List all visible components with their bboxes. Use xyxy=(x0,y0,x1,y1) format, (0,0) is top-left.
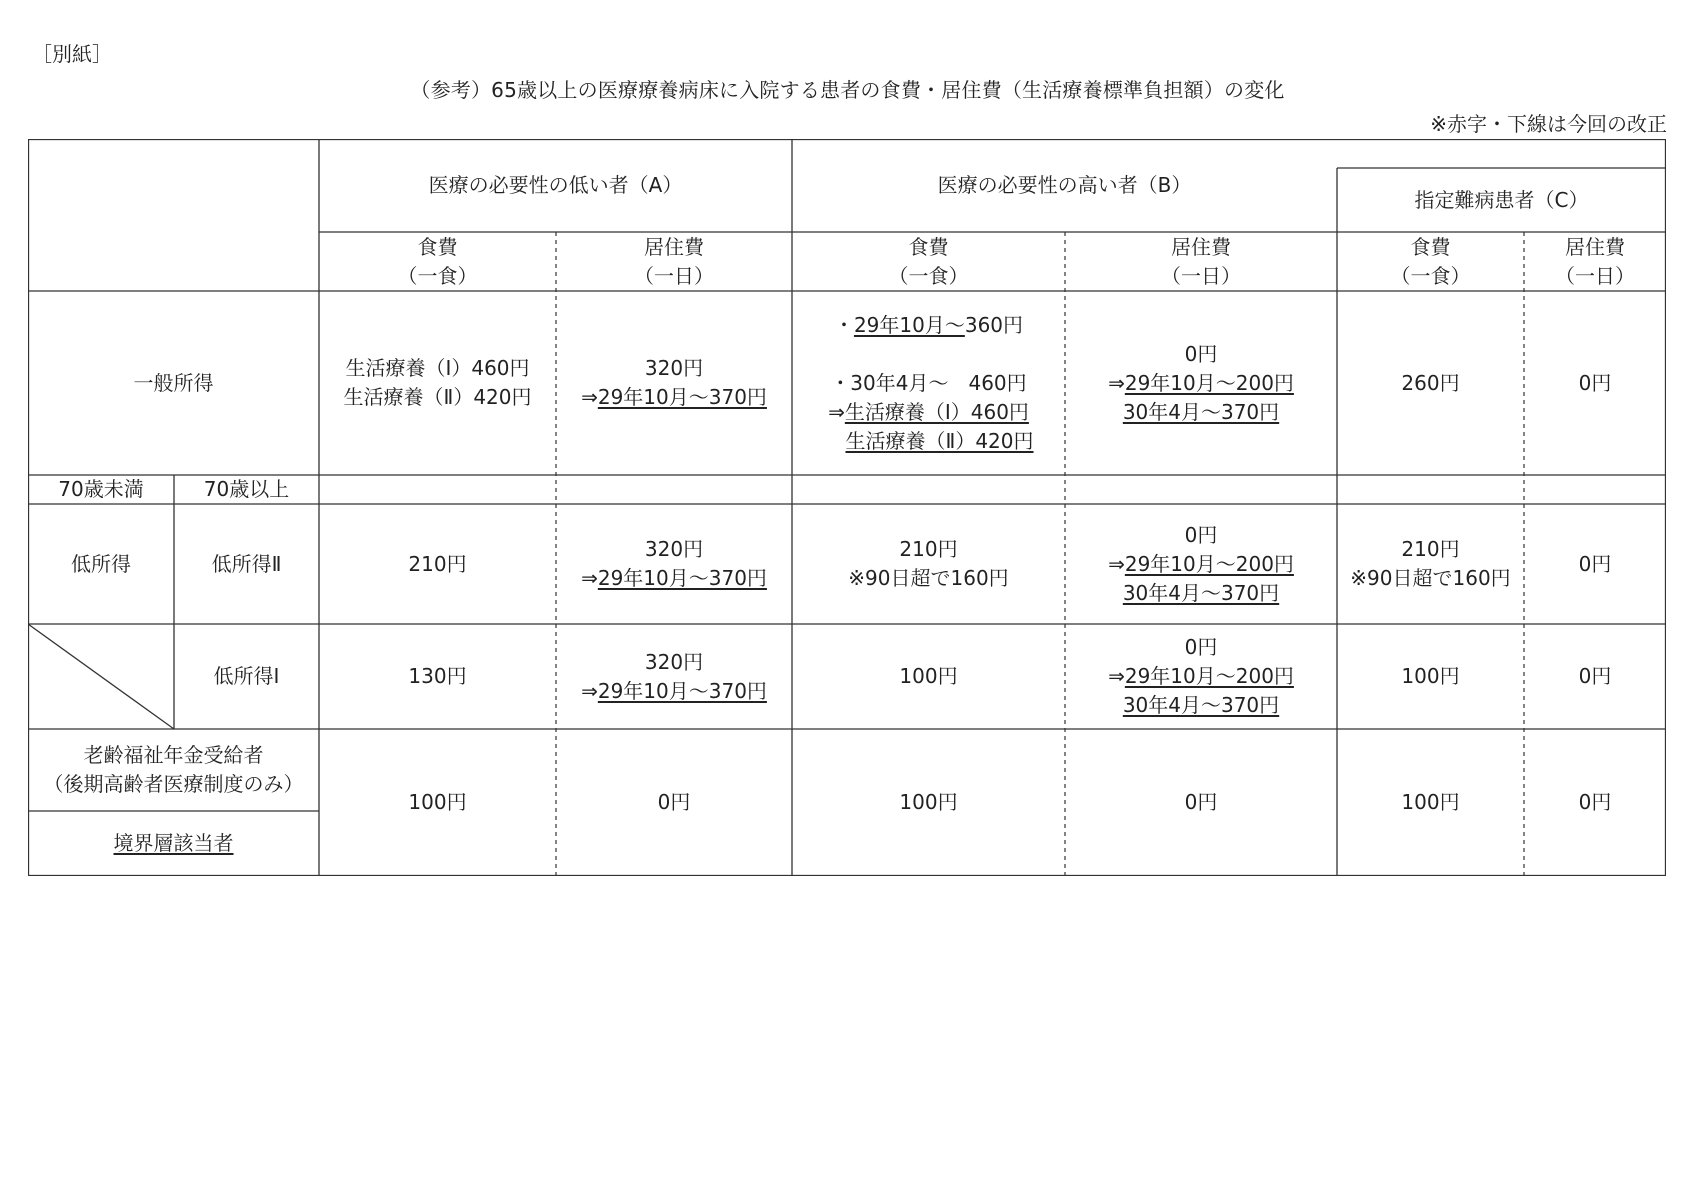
pension-b-housing: 0円 xyxy=(1184,790,1218,814)
low2-a-food: 210円 xyxy=(408,551,467,576)
pension-a-food: 100円 xyxy=(408,790,467,814)
row-label-boundary: 境界層該当者 xyxy=(113,831,234,855)
general-a-food: 生活療養（Ⅰ）460円 生活療養（Ⅱ）420円 xyxy=(343,356,532,409)
header-a-housing: 居住費 （一日） xyxy=(634,234,714,288)
attachment-label: ［別紙］ xyxy=(32,42,112,66)
low1-c-housing: 0円 xyxy=(1578,664,1612,688)
low2-b-housing: 0円 ⇒29年10月～200円 30年4月～370円 xyxy=(1108,522,1294,605)
low1-b-housing: 0円 ⇒29年10月～200円 30年4月～370円 xyxy=(1108,635,1294,717)
low1-b-food: 100円 xyxy=(899,664,958,688)
general-a-housing: 320円 ⇒29年10月～370円 xyxy=(581,356,767,409)
pension-a-housing: 0円 xyxy=(657,790,691,814)
general-c-food: 260円 xyxy=(1401,370,1460,395)
header-group-c: 指定難病患者（C） xyxy=(1414,187,1589,212)
low1-c-food: 100円 xyxy=(1401,664,1460,688)
cost-table xyxy=(28,139,1666,876)
low2-c-food: 210円 ※90日超で160円 xyxy=(1350,537,1511,590)
header-group-b: 医療の必要性の高い者（B） xyxy=(937,173,1192,197)
low2-c-housing: 0円 xyxy=(1578,551,1612,576)
low2-a-housing: 320円 ⇒29年10月～370円 xyxy=(581,537,767,590)
header-c-housing: 居住費 （一日） xyxy=(1555,234,1635,288)
row-label-pension: 老齢福祉年金受給者 （後期高齢者医療制度のみ） xyxy=(43,743,304,796)
header-group-a: 医療の必要性の低い者（A） xyxy=(428,173,683,197)
page-title: （参考）65歳以上の医療療養病床に入院する患者の食費・居住費（生活療養標準負担額）の変化 xyxy=(410,78,1285,102)
general-b-housing: 0円 ⇒29年10月～200円 30年4月～370円 xyxy=(1108,341,1294,424)
header-a-food: 食費 （一食） xyxy=(397,234,478,288)
header-b-housing: 居住費 （一日） xyxy=(1161,234,1241,288)
row-label-low-income-2: 低所得Ⅱ xyxy=(211,551,282,576)
pension-c-housing: 0円 xyxy=(1578,790,1612,814)
row-label-general: 一般所得 xyxy=(133,370,214,395)
low1-a-food: 130円 xyxy=(408,664,467,688)
general-b-food: ・29年10月～360円 ・30年4月～ 460円 ⇒生活療養（Ⅰ）460円 生活療養（Ⅱ）420円 xyxy=(828,312,1034,453)
low2-b-food: 210円 ※90日超で160円 xyxy=(848,537,1009,590)
header-c-food: 食費 （一食） xyxy=(1390,234,1471,288)
general-c-housing: 0円 xyxy=(1578,370,1612,395)
age-over-70: 70歳以上 xyxy=(203,477,290,501)
revision-note: ※赤字・下線は今回の改正 xyxy=(1430,112,1667,136)
header-b-food: 食費 （一食） xyxy=(888,234,969,288)
pension-c-food: 100円 xyxy=(1401,790,1460,814)
row-label-low-income: 低所得 xyxy=(71,551,131,576)
low1-a-housing: 320円 ⇒29年10月～370円 xyxy=(581,649,767,703)
row-label-low-income-1: 低所得Ⅰ xyxy=(213,664,280,688)
pension-b-food: 100円 xyxy=(899,790,958,814)
age-under-70: 70歳未満 xyxy=(58,477,144,501)
